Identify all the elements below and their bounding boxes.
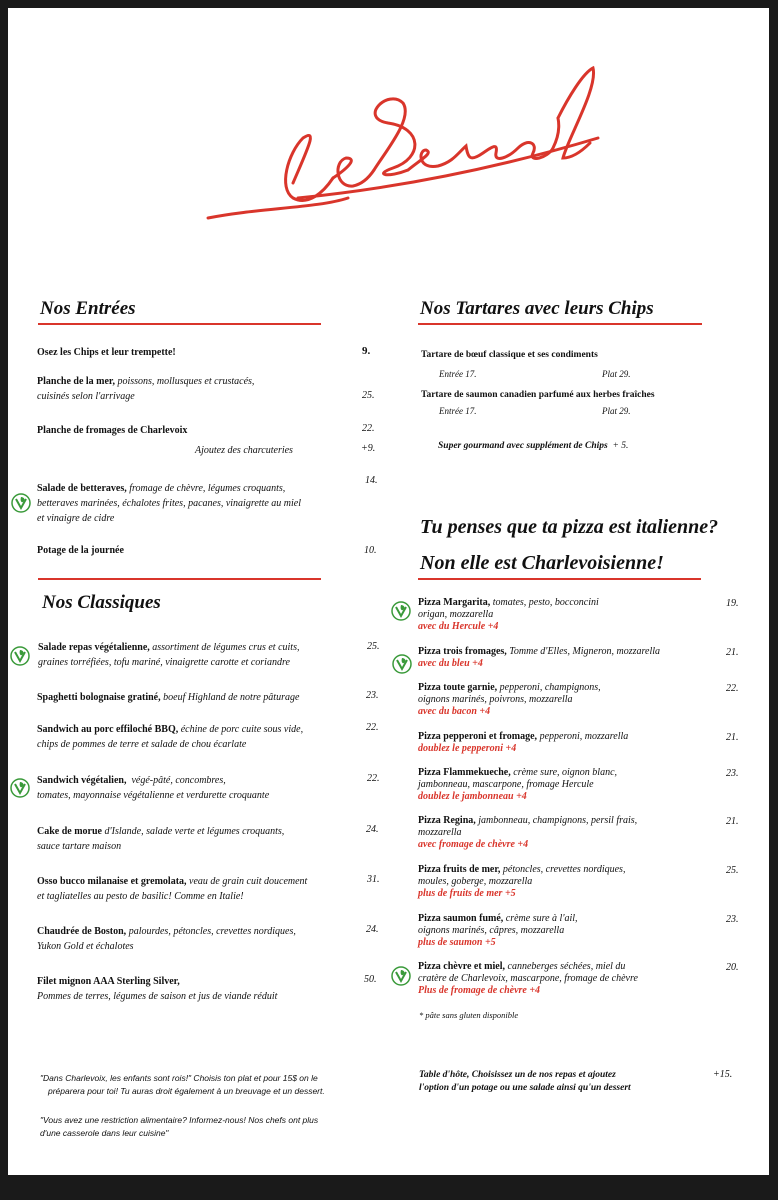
item-desc: chips de pommes de terre et salade de chou écarlate [37,739,247,750]
pizza-margarita [418,597,718,633]
pizza-extra: avec du Hercule +4 [418,621,499,632]
item-desc: canneberges séchées, miel du [507,961,626,972]
item-desc: échine de porc cuite sous vide, [180,724,304,735]
tartares-title: Nos Tartares avec leurs Chips [420,298,654,319]
item-desc: betteraves marinées, échalotes frites, pacanes, vinaigrette au miel [37,498,302,509]
item-name: Salade repas végétalienne, [38,642,150,653]
tartare-saumon-entree: Entrée 17. [439,406,477,416]
extra-text: Super gourmand avec supplément de Chips [438,441,608,451]
pizza-extra: doublez le pepperoni +4 [418,743,517,754]
classique-cake-morue [37,824,367,854]
entree-salade-betteraves-price: 14. [365,475,378,486]
pizza-title-1: Tu penses que ta pizza est italienne? [420,516,719,538]
item-desc: et vinaigre de cidre [37,513,115,524]
entree-chips [37,345,367,360]
item-name: Chaudrée de Boston, [37,926,127,937]
entrees-title: Nos Entrées [40,298,136,319]
item-desc: cuisinés selon l'arrivage [37,391,135,402]
entree-potage [37,543,357,558]
item-name: Potage de la journée [37,545,124,556]
item-name: Filet mignon AAA Sterling Silver, [37,976,180,987]
pizza-chevre-miel-price: 20. [726,962,739,973]
logo-letter-B [374,99,415,175]
pizza-flammekueche-price: 23. [726,768,739,779]
classique-chaudree [37,924,367,954]
item-desc: Yukon Gold et échalotes [37,941,134,952]
gluten-free-note [419,1008,518,1023]
vegan-leaf-icon [11,493,31,513]
item-name: Tartare de bœuf classique et ses condiments [421,350,598,360]
kids-note [40,1072,380,1097]
allergy-note-line: d'une casserole dans leur cuisine" [40,1127,169,1138]
table-hote [419,1069,719,1095]
item-name: Osez les Chips et leur trempette! [37,347,176,358]
vegan-leaf-icon [10,646,30,666]
item-desc: jambonneau, mascarpone, fromage Hercule [418,779,594,790]
item-name: Salade de betteraves, [37,483,127,494]
extra-text: Ajoutez des charcuteries [195,445,293,456]
item-name: Pizza fruits de mer, [418,864,501,875]
classique-osso-bucco [37,874,367,904]
pizza-regina-price: 21. [726,816,739,827]
item-name: Spaghetti bolognaise gratiné, [37,692,161,703]
classique-spaghetti-price: 23. [366,690,379,701]
entree-salade-betteraves [37,481,357,526]
item-desc: Pommes de terres, légumes de saison et jus de viande réduit [37,991,278,1002]
pizza-extra: plus de saumon +5 [418,937,496,948]
pizza-trois-fromages [418,646,728,670]
pizza-saumon-fume-price: 23. [726,914,739,925]
pizza-extra: avec du bacon +4 [418,706,491,717]
tartares-rule [418,323,702,325]
table-hote-line: l'option d'un potage ou une salade ainsi qu'un dessert [419,1083,631,1093]
pizza-saumon-fume [418,913,718,949]
tartare-saumon-plat: Plat 29. [602,406,631,416]
table-hote-price: +15. [713,1069,733,1080]
item-name: Pizza chèvre et miel, [418,961,505,972]
pizza-extra: plus de fruits de mer +5 [418,888,516,899]
item-desc: jambonneau, champignons, persil frais, [478,815,638,826]
classique-salade-repas [38,640,368,670]
classiques-rule-top [38,578,321,580]
tartare-boeuf [421,348,598,363]
item-desc: pétoncles, crevettes nordiques, [502,864,626,875]
pizza-flammekueche [418,767,718,803]
pizza-extra: Plus de fromage de chèvre +4 [418,985,541,996]
classique-sandwich-vegetalien [37,773,367,803]
item-desc: graines torréfiées, tofu mariné, vinaigrette carotte et coriandre [38,657,290,668]
item-desc: mozzarella [418,827,462,838]
logo-underline-swash [208,198,348,218]
item-name: Pizza Margarita, [418,597,491,608]
tartare-boeuf-plat: Plat 29. [602,369,631,379]
tartare-saumon [421,388,655,403]
classique-salade-repas-price: 25. [367,641,380,652]
item-name: Cake de morue [37,826,102,837]
item-name: Sandwich végétalien, [37,775,127,786]
item-name: Planche de fromages de Charlevoix [37,425,188,436]
item-name: Osso bucco milanaise et gremolata, [37,876,187,887]
classiques-title: Nos Classiques [42,592,161,613]
allergy-note-line: "Vous avez une restriction alimentaire? Informez-nous! Nos chefs ont plus [40,1115,319,1125]
item-desc: veau de grain cuit doucement [189,876,308,887]
vegan-leaf-icon [392,654,412,674]
logo-letters-ercai [408,118,559,170]
pizza-title-2: Non elle est Charlevoisienne! [420,552,664,574]
item-name: Pizza pepperoni et fromage, [418,731,538,742]
logo-text: le Bercail [198,58,202,59]
item-desc: crème sure, oignon blanc, [513,767,618,778]
vegan-leaf-icon [391,966,411,986]
classique-filet-mignon [37,974,367,1004]
tartare-super-gourmand [438,439,628,454]
pizza-toute-garnie [418,682,718,718]
entree-charcuteries-extra [195,443,293,458]
item-name: Pizza trois fromages, [418,646,507,657]
item-name: Pizza saumon fumé, [418,913,504,924]
classique-sandwich-porc [37,722,367,752]
pizza-fruits-de-mer-price: 25. [726,865,739,876]
menu-page [8,8,769,1175]
pizza-fruits-de-mer [418,864,718,900]
pizza-extra: avec du bleu +4 [418,658,483,669]
item-desc: pepperoni, mozzarella [539,731,629,742]
item-desc: moules, goberge, mozzarella [418,876,533,887]
item-desc: assortiment de légumes crus et cuits, [152,642,300,653]
gluten-note-text: * pâte sans gluten disponible [419,1010,519,1020]
table-hote-line: Table d'hôte, Choisissez un de nos repas et ajoutez [419,1070,616,1080]
le-bercail-logo [198,58,618,238]
item-name: Pizza Regina, [418,815,476,826]
item-desc: tomates, pesto, bocconcini [492,597,599,608]
pizza-toute-garnie-price: 22. [726,683,739,694]
item-name: Pizza toute garnie, [418,682,498,693]
kids-note-line: préparera pour toi! Tu auras droit également à un breuvage et un dessert. [48,1085,325,1096]
logo-letter-l [286,135,333,200]
item-desc: tomates, mayonnaise végétalienne et verdurette croquante [37,790,270,801]
item-desc: d'Islande, salade verte et légumes croquants, [104,826,285,837]
allergy-note [40,1114,380,1139]
entree-chips-price: 9. [362,345,371,357]
classique-filet-mignon-price: 50. [364,974,377,985]
pizza-extra: doublez le jambonneau +4 [418,791,527,802]
item-desc: poissons, mollusques et crustacés, [117,376,255,387]
extra-price: + 5. [612,441,629,451]
item-desc: Tomme d'Elles, Migneron, mozzarella [509,646,661,657]
pizza-rule [418,578,701,580]
kids-note-line: "Dans Charlevoix, les enfants sont rois!" Choisis ton plat et pour 15$ on le [40,1073,318,1083]
pizza-pepperoni [418,731,718,755]
item-desc: et tagliatelles au pesto de basilic! Comme en Italie! [37,891,244,902]
item-desc: crème sure à l'ail, [505,913,578,924]
item-desc: boeuf Highland de notre pâturage [163,692,300,703]
pizza-regina [418,815,718,851]
classique-osso-bucco-price: 31. [367,874,380,885]
item-name: Sandwich au porc effiloché BBQ, [37,724,179,735]
pizza-margarita-price: 19. [726,598,739,609]
item-desc: fromage de chèvre, légumes croquants, [129,483,286,494]
item-desc: pepperoni, champignons, [499,682,601,693]
item-desc: végé-pâté, concombres, [131,775,226,786]
tartare-boeuf-entree: Entrée 17. [439,369,477,379]
classique-cake-morue-price: 24. [366,824,379,835]
item-desc: sauce tartare maison [37,841,122,852]
pizza-trois-fromages-price: 21. [726,647,739,658]
classique-sandwich-porc-price: 22. [366,722,379,733]
item-desc: origan, mozzarella [418,609,494,620]
item-name: Pizza Flammekueche, [418,767,511,778]
item-name: Tartare de saumon canadien parfumé aux herbes fraîches [421,390,655,400]
item-desc: palourdes, pétoncles, crevettes nordiques, [128,926,296,937]
item-desc: oignons marinés, câpres, mozzarella [418,925,565,936]
pizza-extra: avec fromage de chèvre +4 [418,839,529,850]
item-name: Planche de la mer, [37,376,115,387]
entree-planche-mer [37,374,357,404]
classique-chaudree-price: 24. [366,924,379,935]
pizza-pepperoni-price: 21. [726,732,739,743]
item-desc: cratère de Charlevoix, mascarpone, fromage de chèvre [418,973,638,984]
pizza-chevre-miel [418,961,718,997]
logo-letter-e [333,158,374,186]
entrees-rule [38,323,321,325]
entree-charcuteries-extra-price: +9. [361,443,376,454]
entree-potage-price: 10. [364,545,377,556]
vegan-leaf-icon [10,778,30,798]
entree-planche-fromages [37,423,357,438]
item-desc: oignons marinés, poivrons, mozzarella [418,694,573,705]
classique-spaghetti [37,690,367,705]
entree-planche-mer-price: 25. [362,390,375,401]
entree-planche-fromages-price: 22. [362,423,375,434]
vegan-leaf-icon [391,601,411,621]
classique-sandwich-vegetalien-price: 22. [367,773,380,784]
